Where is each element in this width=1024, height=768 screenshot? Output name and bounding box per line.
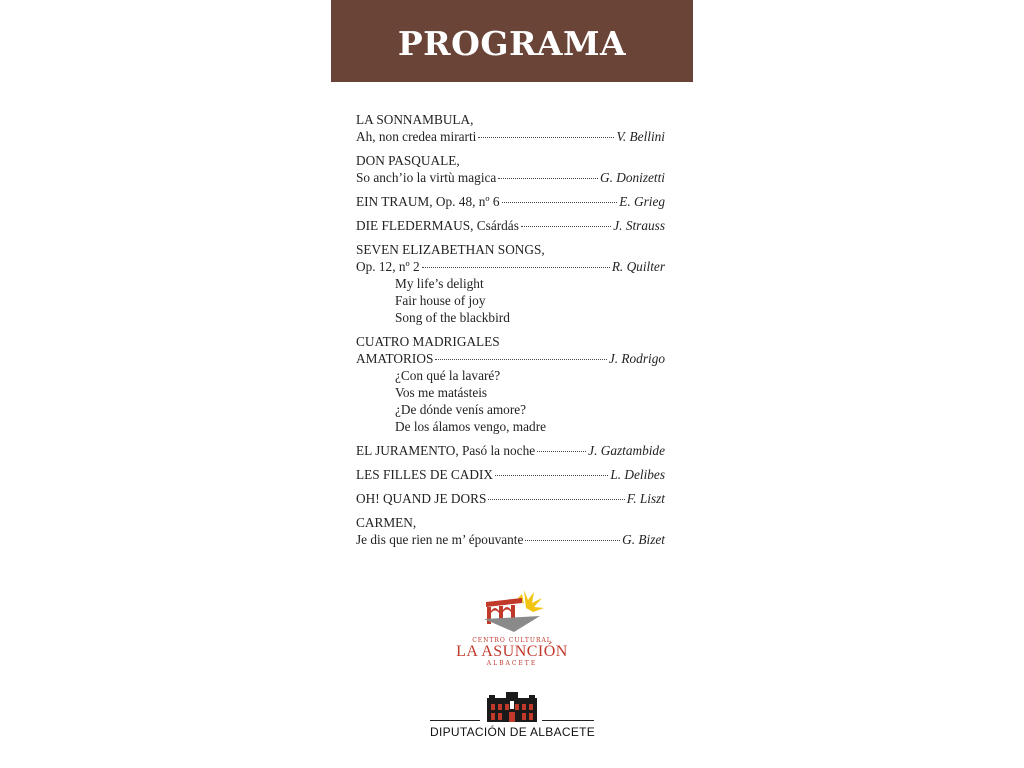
diputacion-logo xyxy=(430,692,594,742)
piece-text: Je dis que rien ne m’ épouvante xyxy=(356,532,524,547)
composer-name: G. Bizet xyxy=(622,532,665,547)
program-item xyxy=(356,217,665,234)
program-item xyxy=(356,241,665,326)
composer-name: E. Grieg xyxy=(619,194,665,209)
piece-entry xyxy=(356,128,665,145)
piece-entry xyxy=(356,258,665,275)
piece-entry xyxy=(356,217,665,234)
composer-name: G. Donizetti xyxy=(599,170,665,185)
song-subitem: ¿De dónde venís amore? xyxy=(395,402,527,417)
piece-text: Op. 12, nº 2 xyxy=(356,259,420,274)
piece-text: EL JURAMENTO, Pasó la noche xyxy=(356,443,536,458)
program-item xyxy=(356,442,665,459)
piece-title: CUATRO MADRIGALES xyxy=(356,334,500,349)
composer-name: L. Delibes xyxy=(610,467,665,482)
piece-title: SEVEN ELIZABETHAN SONGS, xyxy=(356,242,545,257)
piece-text: OH! QUAND JE DORS xyxy=(356,491,487,506)
dot-leader xyxy=(525,539,620,541)
piece-entry xyxy=(356,466,665,483)
dot-leader xyxy=(435,358,607,360)
composer-name: R. Quilter xyxy=(611,259,665,274)
piece-text: Ah, non credea mirarti xyxy=(356,129,477,144)
program-item xyxy=(356,514,665,548)
song-subitem: Song of the blackbird xyxy=(395,310,510,325)
composer-name: J. Strauss xyxy=(613,218,665,233)
program-item xyxy=(356,333,665,435)
dot-leader xyxy=(537,450,586,452)
program-item xyxy=(356,111,665,145)
piece-text: EIN TRAUM, Op. 48, nº 6 xyxy=(356,194,500,209)
piece-entry xyxy=(356,490,665,507)
song-subitem: Vos me matásteis xyxy=(395,385,488,400)
centro-cultural-logo xyxy=(431,586,593,672)
piece-text: So anch’io la virtù magica xyxy=(356,170,497,185)
program-item xyxy=(356,193,665,210)
piece-title: DON PASQUALE, xyxy=(356,153,460,168)
dot-leader xyxy=(498,177,598,179)
dot-leader xyxy=(422,266,610,268)
dot-leader xyxy=(478,136,614,138)
piece-title: LA SONNAMBULA, xyxy=(356,112,474,127)
piece-entry xyxy=(356,442,665,459)
dot-leader xyxy=(488,498,624,500)
program-item xyxy=(356,466,665,483)
piece-entry xyxy=(356,193,665,210)
piece-text: LES FILLES DE CADIX xyxy=(356,467,494,482)
composer-name: J. Rodrigo xyxy=(608,351,665,366)
song-subitem: ¿Con qué la lavaré? xyxy=(395,368,501,383)
composer-name: J. Gaztambide xyxy=(588,443,665,458)
piece-entry xyxy=(356,531,665,548)
program-item xyxy=(356,490,665,507)
composer-name: V. Bellini xyxy=(616,129,665,144)
dot-leader xyxy=(502,201,618,203)
program-page xyxy=(331,0,693,768)
composer-name: F. Liszt xyxy=(626,491,665,506)
la-asuncion-text: LA ASUNCIÓN xyxy=(456,643,568,660)
song-subitem: De los álamos vengo, madre xyxy=(395,419,547,434)
piece-text: DIE FLEDERMAUS, Csárdás xyxy=(356,218,519,233)
piece-entry xyxy=(356,169,665,186)
la-asuncion-emblem-icon xyxy=(472,586,552,636)
piece-text: AMATORIOS xyxy=(356,351,434,366)
centro-cultural-text: CENTRO CULTURAL xyxy=(472,637,552,644)
piece-entry xyxy=(356,350,665,367)
title-banner xyxy=(331,0,693,82)
dot-leader xyxy=(521,225,611,227)
program-item xyxy=(356,152,665,186)
piece-title: CARMEN, xyxy=(356,515,417,530)
song-subitem: Fair house of joy xyxy=(395,293,486,308)
page-title: PROGRAMA xyxy=(397,23,627,63)
program-list xyxy=(356,111,665,555)
albacete-text: ALBACETE xyxy=(486,660,538,667)
song-subitem: My life’s delight xyxy=(395,276,484,291)
building-icon xyxy=(486,692,538,722)
diputacion-name: DIPUTACIÓN DE ALBACETE xyxy=(430,725,596,739)
dot-leader xyxy=(495,474,608,476)
